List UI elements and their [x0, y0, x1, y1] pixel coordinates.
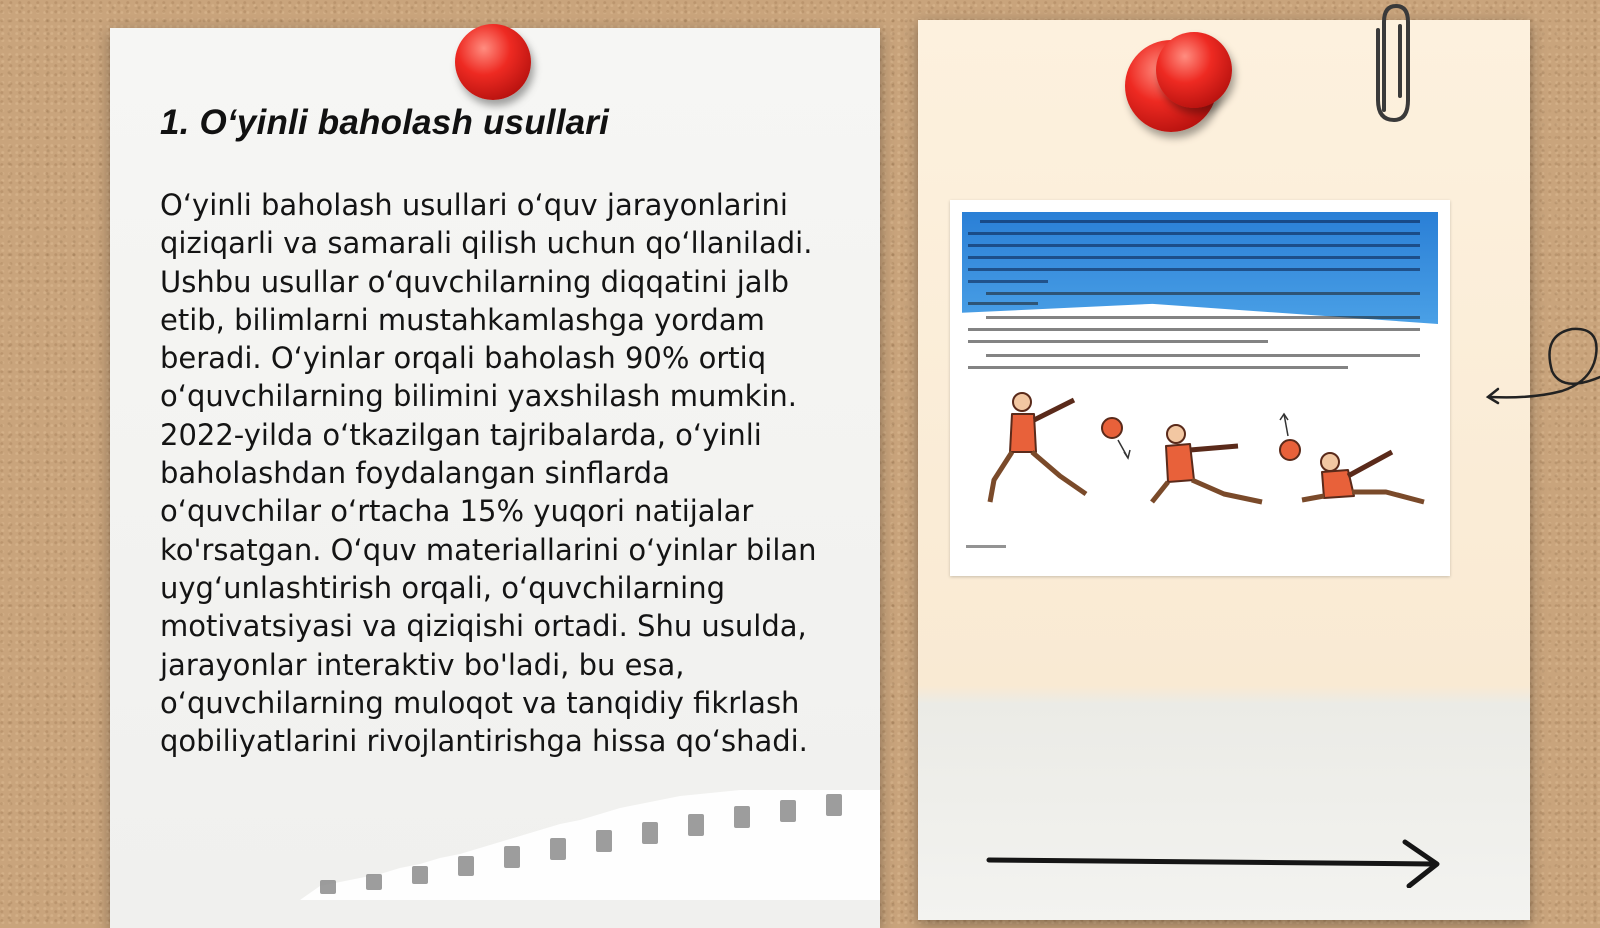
textbook-page-image	[950, 200, 1450, 576]
red-pushpin-icon	[455, 24, 531, 100]
volleyball-figures-illustration	[962, 380, 1438, 530]
body-paragraph: O‘yinli baholash usullari o‘quv jarayonlarini qiziqarli va samarali qilish uchun qo‘llaniladi. Ushbu usullar o‘quvchilarning diqqatini jalb etib, bilimlarni mustahkamlashga yordam beradi. O‘yinlar orqali baholash 90% ortiq o‘quvchilarning bilimini yaxshilash mumkin. 2022-yilda o‘tkazilgan tajribalarda, o‘yinli baholashdan foydalangan sinflarda o‘quvchilar o‘rtacha 15% yuqori natijalar ko'rsatgan. O‘quv materiallarini o‘yinlar bilan uyg‘unlashtirish orqali, o‘quvchilarning motivatsiyasi va qiziqishi ortadi. Shu usulda, jarayonlar interaktiv bo'ladi, bu esa, o‘quvchilarning muloqot va tanqidiy fikrlash qobiliyatlarini rivojlantirishga hissa qo‘shadi.	[160, 188, 817, 759]
slide-title: 1. O‘yinli baholash usullari	[160, 103, 610, 142]
long-arrow-icon	[985, 838, 1445, 888]
paperclip-icon	[1370, 0, 1416, 126]
red-pushpin-icon	[1156, 32, 1232, 108]
torn-paper-edge	[300, 790, 880, 900]
squiggle-arrow-icon	[1482, 315, 1600, 405]
